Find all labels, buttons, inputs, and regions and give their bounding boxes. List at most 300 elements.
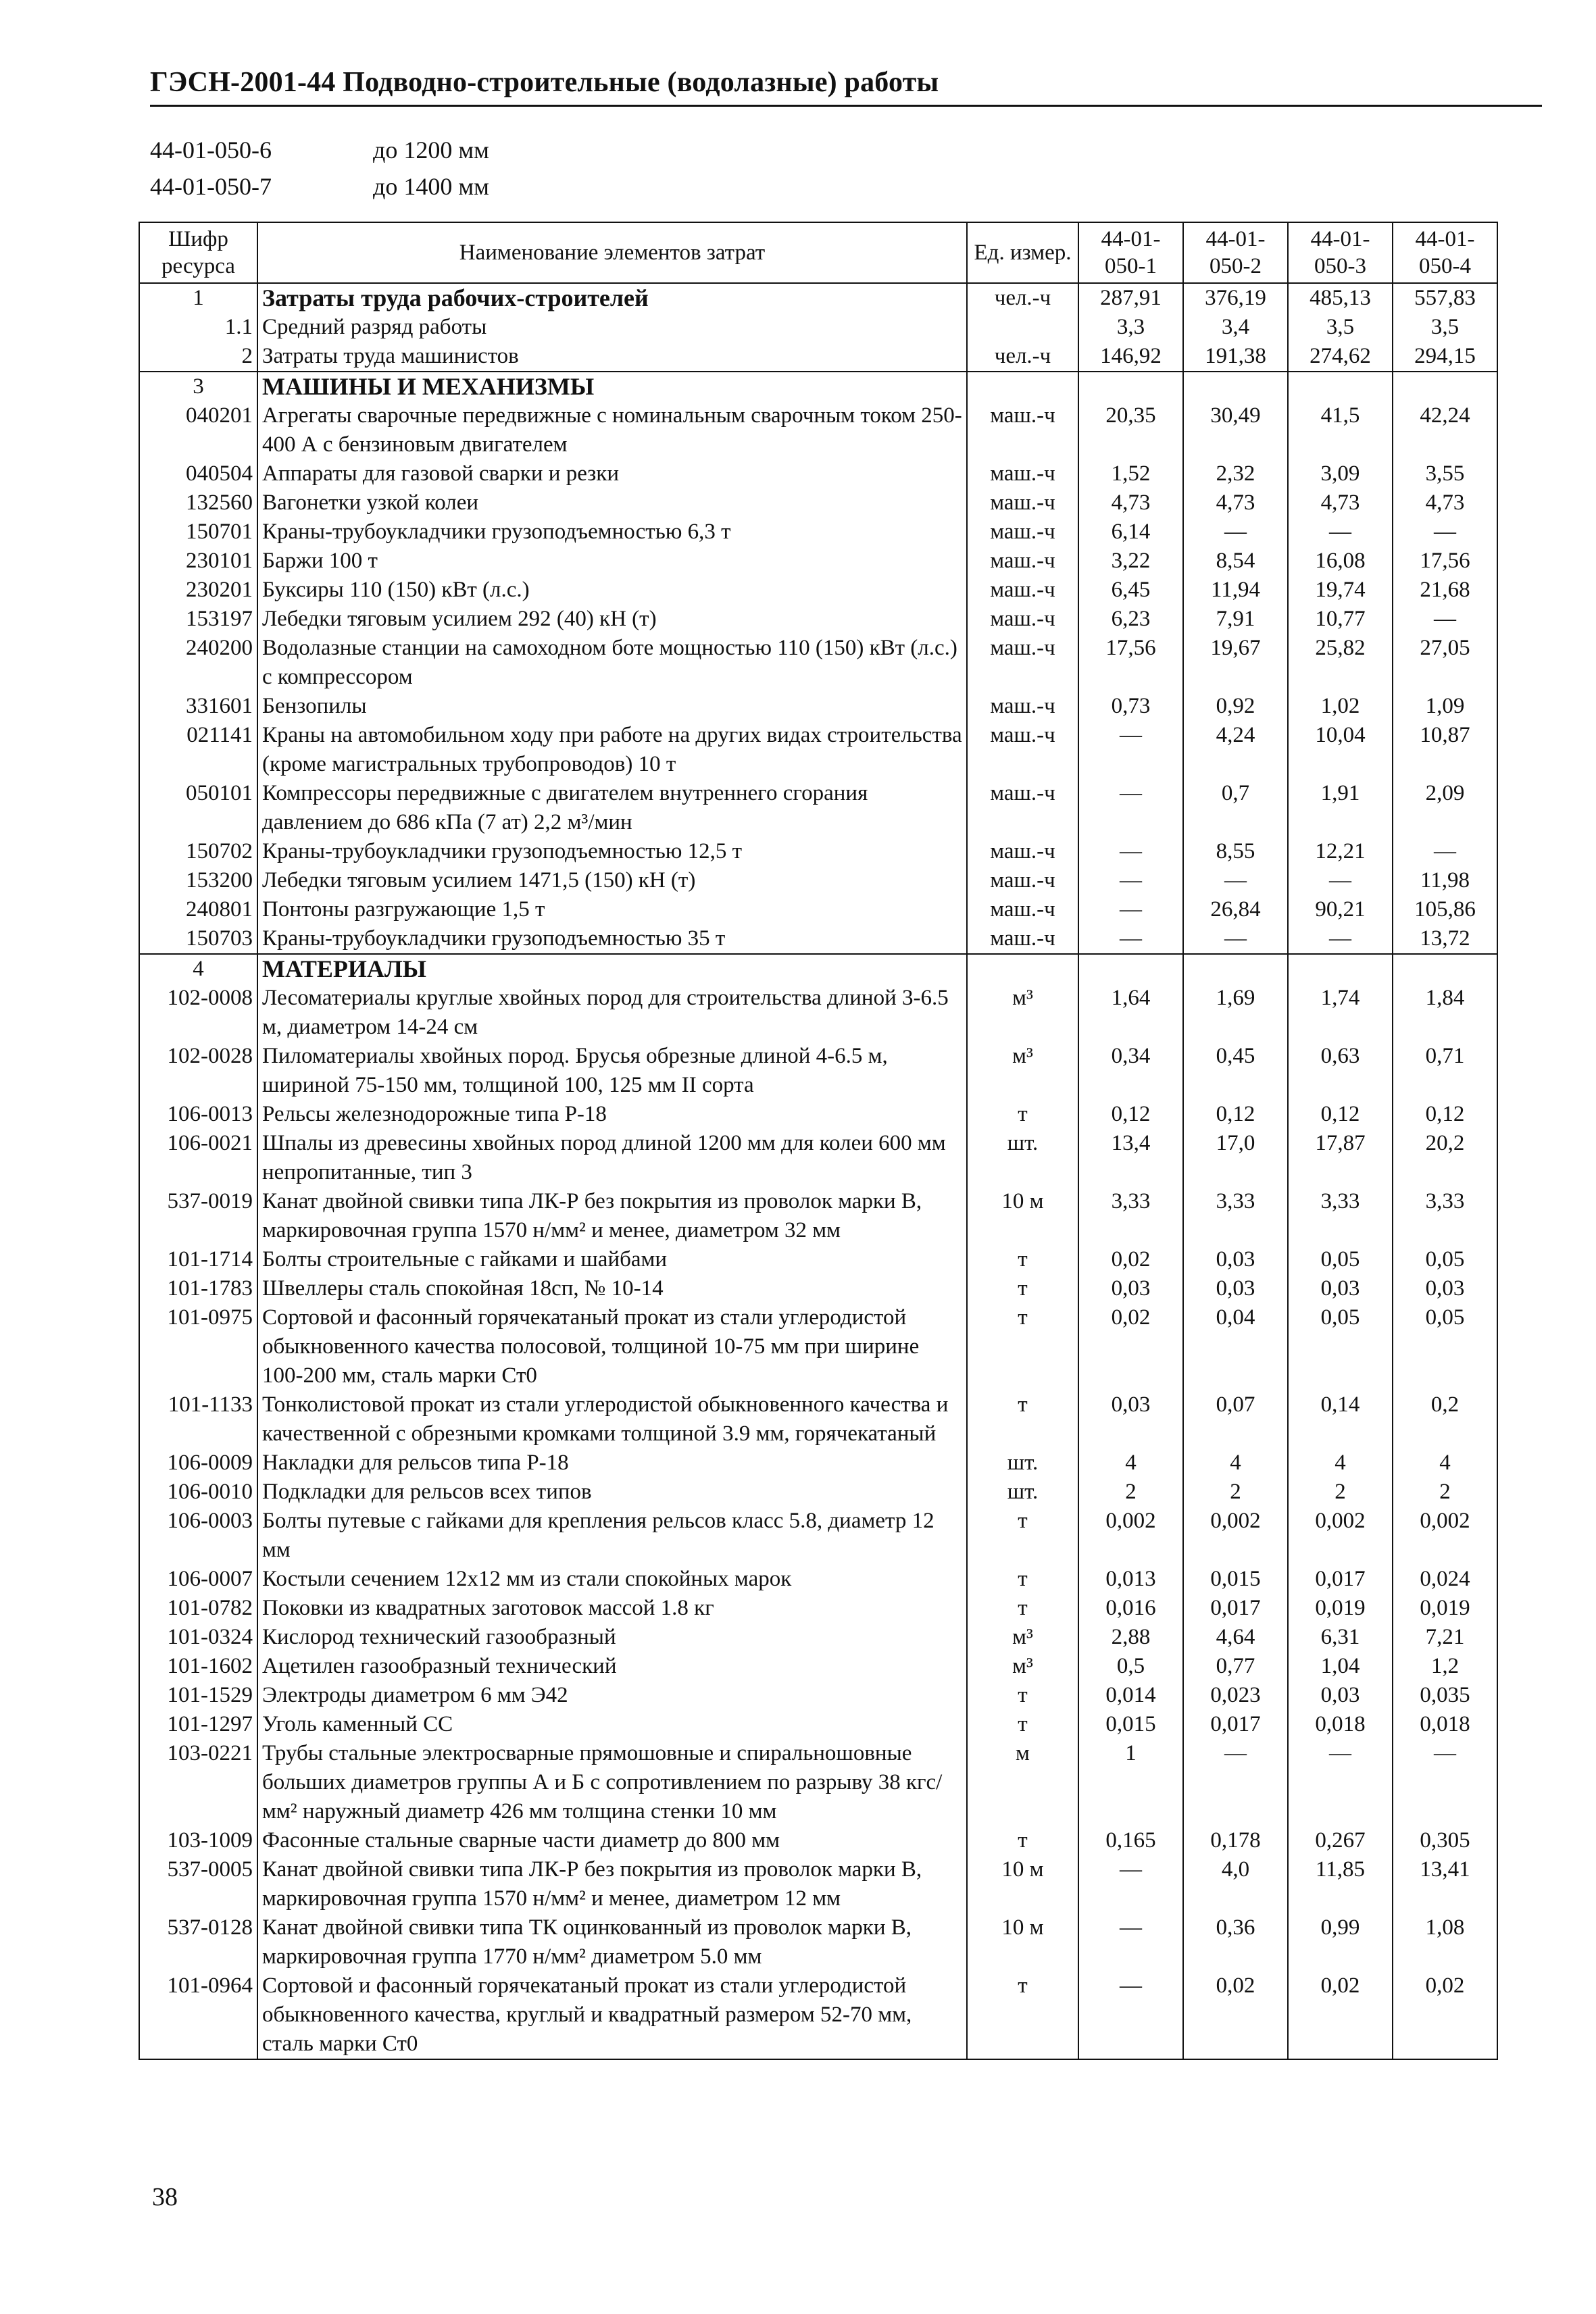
table-row	[139, 1100, 1497, 1129]
value-col-2: —	[1183, 866, 1288, 895]
value-col-3: 10,04	[1288, 721, 1393, 779]
resource-code: 101-1783	[139, 1274, 257, 1303]
table-row	[139, 1478, 1497, 1507]
value-col-3: 0,019	[1288, 1594, 1393, 1623]
value-col-3: 25,82	[1288, 634, 1393, 692]
value-col-1: 0,03	[1078, 1274, 1183, 1303]
header-unit: Ед. измер.	[967, 222, 1078, 283]
resource-name: Краны на автомобильном ходу при работе на других видах строительства (кроме магистральных трубопроводов) 10 т	[257, 721, 967, 779]
resource-unit: т	[967, 1565, 1078, 1594]
value-col-2: 0,017	[1183, 1710, 1288, 1739]
resource-unit: м³	[967, 1042, 1078, 1100]
value-col-1: 0,02	[1078, 1245, 1183, 1274]
value-col-2: 2	[1183, 1478, 1288, 1507]
table-row	[139, 984, 1497, 1042]
resource-unit: маш.-ч	[967, 692, 1078, 721]
value-col-1: 0,34	[1078, 1042, 1183, 1100]
table-row	[139, 1042, 1497, 1100]
resource-code: 101-0975	[139, 1303, 257, 1390]
value-col-4: 27,05	[1393, 634, 1497, 692]
table-row	[139, 1187, 1497, 1245]
value-col-3: 4,73	[1288, 488, 1393, 518]
value-col-2: 0,02	[1183, 1971, 1288, 2059]
resource-unit	[967, 313, 1078, 342]
value-col-3: 485,13	[1288, 283, 1393, 313]
value-col-2: 0,77	[1183, 1652, 1288, 1681]
resource-unit: м³	[967, 984, 1078, 1042]
value-col-2: 8,54	[1183, 547, 1288, 576]
table-row	[139, 488, 1497, 518]
resource-unit: т	[967, 1390, 1078, 1449]
resource-unit: т	[967, 1594, 1078, 1623]
value-col-3: 0,018	[1288, 1710, 1393, 1739]
table-row	[139, 1274, 1497, 1303]
value-col-4: 17,56	[1393, 547, 1497, 576]
table-row	[139, 895, 1497, 924]
value-col-1: 0,165	[1078, 1826, 1183, 1855]
resource-name: Сортовой и фасонный горячекатаный прокат из стали углеродистой обыкновенного качества полосовой, толщиной 10-75 мм при ширине 100-200 мм, сталь марки Ст0	[257, 1303, 967, 1390]
value-col-2: —	[1183, 924, 1288, 954]
resource-name: Средний разряд работы	[257, 313, 967, 342]
value-col-1: 0,015	[1078, 1710, 1183, 1739]
value-col-1: 2	[1078, 1478, 1183, 1507]
value-col-4: 42,24	[1393, 401, 1497, 459]
resource-unit: маш.-ч	[967, 634, 1078, 692]
resource-unit: маш.-ч	[967, 605, 1078, 634]
header-name: Наименование элементов затрат	[257, 222, 967, 283]
table-row	[139, 547, 1497, 576]
value-col-2: 2,32	[1183, 459, 1288, 488]
value-col-4: 0,018	[1393, 1710, 1497, 1739]
value-col-2: 0,04	[1183, 1303, 1288, 1390]
table-row	[139, 1739, 1497, 1826]
resource-name: Болты путевые с гайками для крепления рельсов класс 5.8, диаметр 12 мм	[257, 1507, 967, 1565]
table-row	[139, 605, 1497, 634]
value-col-1: 0,002	[1078, 1507, 1183, 1565]
resource-name: МАШИНЫ И МЕХАНИЗМЫ	[257, 372, 967, 401]
resource-name: Костыли сечением 12x12 мм из стали спокойных марок	[257, 1565, 967, 1594]
value-col-3: 11,85	[1288, 1855, 1393, 1913]
table-row	[139, 692, 1497, 721]
resource-code: 3	[139, 372, 257, 401]
resource-name: Болты строительные с гайками и шайбами	[257, 1245, 967, 1274]
value-col-4: 105,86	[1393, 895, 1497, 924]
value-col-3: 0,002	[1288, 1507, 1393, 1565]
resource-unit: т	[967, 1245, 1078, 1274]
resource-code: 106-0013	[139, 1100, 257, 1129]
table-row	[139, 518, 1497, 547]
table-row	[139, 1390, 1497, 1449]
resource-name: Швеллеры сталь спокойная 18сп, № 10-14	[257, 1274, 967, 1303]
value-col-1: 1,52	[1078, 459, 1183, 488]
value-col-3: 6,31	[1288, 1623, 1393, 1652]
value-col-4: 3,55	[1393, 459, 1497, 488]
value-col-3: 3,33	[1288, 1187, 1393, 1245]
resource-code: 101-0964	[139, 1971, 257, 2059]
subcode-desc: до 1200 мм	[373, 136, 489, 164]
header-col-3: 44-01-050-3	[1288, 222, 1393, 283]
value-col-3: —	[1288, 518, 1393, 547]
value-col-4	[1393, 372, 1497, 401]
resource-unit: т	[967, 1100, 1078, 1129]
value-col-2: 0,178	[1183, 1826, 1288, 1855]
value-col-4: 13,72	[1393, 924, 1497, 954]
table-header-row	[139, 222, 1497, 283]
resource-name: Кислород технический газообразный	[257, 1623, 967, 1652]
resource-name: Уголь каменный СС	[257, 1710, 967, 1739]
resource-code: 106-0010	[139, 1478, 257, 1507]
resource-code: 102-0028	[139, 1042, 257, 1100]
resource-code: 150703	[139, 924, 257, 954]
value-col-3: 2	[1288, 1478, 1393, 1507]
page-number: 38	[152, 2183, 178, 2211]
value-col-2: 7,91	[1183, 605, 1288, 634]
value-col-4: 1,09	[1393, 692, 1497, 721]
subcode-row	[150, 132, 489, 168]
table-row	[139, 1710, 1497, 1739]
resource-name: Фасонные стальные сварные части диаметр до 800 мм	[257, 1826, 967, 1855]
value-col-2: 0,023	[1183, 1681, 1288, 1710]
table-body	[139, 283, 1497, 2059]
resource-code: 240801	[139, 895, 257, 924]
resource-unit: т	[967, 1710, 1078, 1739]
value-col-4: 0,05	[1393, 1245, 1497, 1274]
value-col-2: —	[1183, 518, 1288, 547]
header-col-4: 44-01-050-4	[1393, 222, 1497, 283]
resource-unit: 10 м	[967, 1855, 1078, 1913]
header-code: Шифр ресурса	[139, 222, 257, 283]
resource-code: 1.1	[139, 313, 257, 342]
resource-unit: т	[967, 1274, 1078, 1303]
table-row	[139, 576, 1497, 605]
resource-name: Компрессоры передвижные с двигателем внутреннего сгорания давлением до 686 кПа (7 ат) 2,2 м³/мин	[257, 779, 967, 837]
value-col-1	[1078, 372, 1183, 401]
table-row	[139, 924, 1497, 954]
value-col-2: —	[1183, 1739, 1288, 1826]
resource-code: 106-0021	[139, 1129, 257, 1187]
value-col-4: 557,83	[1393, 283, 1497, 313]
resource-code: 230201	[139, 576, 257, 605]
value-col-3	[1288, 372, 1393, 401]
value-col-4: 3,33	[1393, 1187, 1497, 1245]
value-col-1: 0,016	[1078, 1594, 1183, 1623]
resource-name: Затраты труда машинистов	[257, 342, 967, 372]
resource-name: Рельсы железнодорожные типа Р-18	[257, 1100, 967, 1129]
value-col-1: 3,3	[1078, 313, 1183, 342]
table-row	[139, 1971, 1497, 2059]
value-col-2: 0,002	[1183, 1507, 1288, 1565]
resource-code: 103-1009	[139, 1826, 257, 1855]
value-col-4: 294,15	[1393, 342, 1497, 372]
resource-code: 4	[139, 954, 257, 984]
value-col-3: 17,87	[1288, 1129, 1393, 1187]
value-col-4: 0,035	[1393, 1681, 1497, 1710]
value-col-3: 19,74	[1288, 576, 1393, 605]
resource-code: 132560	[139, 488, 257, 518]
value-col-2: 4,0	[1183, 1855, 1288, 1913]
value-col-3	[1288, 954, 1393, 984]
table-row	[139, 1129, 1497, 1187]
value-col-2: 0,017	[1183, 1594, 1288, 1623]
resource-name: Бензопилы	[257, 692, 967, 721]
resource-unit	[967, 954, 1078, 984]
resource-code: 537-0019	[139, 1187, 257, 1245]
resource-name: МАТЕРИАЛЫ	[257, 954, 967, 984]
resource-code: 101-1714	[139, 1245, 257, 1274]
resource-name: Подкладки для рельсов всех типов	[257, 1478, 967, 1507]
value-col-1: 1	[1078, 1739, 1183, 1826]
value-col-2: 0,07	[1183, 1390, 1288, 1449]
value-col-1: 4,73	[1078, 488, 1183, 518]
value-col-3: 1,04	[1288, 1652, 1393, 1681]
table-row	[139, 1565, 1497, 1594]
resource-unit: маш.-ч	[967, 721, 1078, 779]
value-col-3: 0,05	[1288, 1303, 1393, 1390]
cost-table	[139, 222, 1498, 2060]
resource-unit: шт.	[967, 1478, 1078, 1507]
value-col-1: —	[1078, 1855, 1183, 1913]
value-col-2: 4,24	[1183, 721, 1288, 779]
value-col-3: 1,02	[1288, 692, 1393, 721]
table-row	[139, 837, 1497, 866]
resource-name: Вагонетки узкой колеи	[257, 488, 967, 518]
table-row	[139, 401, 1497, 459]
resource-unit: чел.-ч	[967, 283, 1078, 313]
value-col-1: 0,014	[1078, 1681, 1183, 1710]
value-col-1: 1,64	[1078, 984, 1183, 1042]
resource-unit: 10 м	[967, 1187, 1078, 1245]
value-col-4: 1,84	[1393, 984, 1497, 1042]
resource-unit: маш.-ч	[967, 924, 1078, 954]
value-col-1: 3,33	[1078, 1187, 1183, 1245]
value-col-4: 21,68	[1393, 576, 1497, 605]
value-col-3: 10,77	[1288, 605, 1393, 634]
resource-name: Поковки из квадратных заготовок массой 1.8 кг	[257, 1594, 967, 1623]
resource-unit: маш.-ч	[967, 895, 1078, 924]
value-col-1: —	[1078, 895, 1183, 924]
value-col-1: —	[1078, 866, 1183, 895]
resource-code: 102-0008	[139, 984, 257, 1042]
resource-unit: т	[967, 1681, 1078, 1710]
resource-name: Водолазные станции на самоходном боте мощностью 110 (150) кВт (л.с.) с компрессором	[257, 634, 967, 692]
value-col-1: 0,013	[1078, 1565, 1183, 1594]
value-col-3: 0,14	[1288, 1390, 1393, 1449]
resource-name: Канат двойной свивки типа ЛК-Р без покрытия из проволок марки В, маркировочная группа 1570 н/мм² и менее, диаметром 32 мм	[257, 1187, 967, 1245]
table-row	[139, 313, 1497, 342]
value-col-4: —	[1393, 518, 1497, 547]
resource-unit: маш.-ч	[967, 547, 1078, 576]
resource-name: Сортовой и фасонный горячекатаный прокат из стали углеродистой обыкновенного качества, круглый и квадратный размером 52-70 мм, сталь марки Ст0	[257, 1971, 967, 2059]
value-col-4: 4,73	[1393, 488, 1497, 518]
value-col-4: 10,87	[1393, 721, 1497, 779]
resource-code: 331601	[139, 692, 257, 721]
value-col-1: —	[1078, 924, 1183, 954]
value-col-4: 0,02	[1393, 1971, 1497, 2059]
value-col-4: 0,03	[1393, 1274, 1497, 1303]
value-col-3: 3,09	[1288, 459, 1393, 488]
resource-unit: маш.-ч	[967, 518, 1078, 547]
resource-name: Аппараты для газовой сварки и резки	[257, 459, 967, 488]
value-col-4: 0,12	[1393, 1100, 1497, 1129]
resource-unit: шт.	[967, 1129, 1078, 1187]
value-col-2: 3,4	[1183, 313, 1288, 342]
value-col-1: —	[1078, 1971, 1183, 2059]
value-col-4: 3,5	[1393, 313, 1497, 342]
subcode-desc: до 1400 мм	[373, 173, 489, 200]
value-col-4: 0,2	[1393, 1390, 1497, 1449]
table-row	[139, 1594, 1497, 1623]
value-col-4: 0,305	[1393, 1826, 1497, 1855]
resource-name: Понтоны разгружающие 1,5 т	[257, 895, 967, 924]
header-divider	[150, 105, 1542, 107]
resource-name: Лесоматериалы круглые хвойных пород для строительства длиной 3-6.5 м, диаметром 14-24 см	[257, 984, 967, 1042]
resource-unit: 10 м	[967, 1913, 1078, 1971]
value-col-1: 20,35	[1078, 401, 1183, 459]
resource-code: 240200	[139, 634, 257, 692]
resource-code: 040201	[139, 401, 257, 459]
value-col-1: —	[1078, 779, 1183, 837]
resource-code: 153200	[139, 866, 257, 895]
table-row	[139, 459, 1497, 488]
resource-unit: маш.-ч	[967, 576, 1078, 605]
resource-code: 101-1602	[139, 1652, 257, 1681]
header-col-2: 44-01-050-2	[1183, 222, 1288, 283]
table-row	[139, 1449, 1497, 1478]
value-col-4: —	[1393, 1739, 1497, 1826]
value-col-1: 287,91	[1078, 283, 1183, 313]
table-row	[139, 1303, 1497, 1390]
value-col-3: 41,5	[1288, 401, 1393, 459]
value-col-4: 2,09	[1393, 779, 1497, 837]
resource-code: 103-0221	[139, 1739, 257, 1826]
table-row	[139, 634, 1497, 692]
resource-code: 021141	[139, 721, 257, 779]
resource-unit: т	[967, 1507, 1078, 1565]
resource-name: Краны-трубоукладчики грузоподъемностью 35 т	[257, 924, 967, 954]
table-row	[139, 1623, 1497, 1652]
resource-name: Накладки для рельсов типа Р-18	[257, 1449, 967, 1478]
resource-code: 2	[139, 342, 257, 372]
resource-unit: т	[967, 1971, 1078, 2059]
value-col-3: 0,12	[1288, 1100, 1393, 1129]
value-col-2	[1183, 372, 1288, 401]
resource-unit: маш.-ч	[967, 401, 1078, 459]
value-col-2: 0,45	[1183, 1042, 1288, 1100]
value-col-2: 26,84	[1183, 895, 1288, 924]
table-row	[139, 954, 1497, 984]
value-col-1: —	[1078, 721, 1183, 779]
value-col-2: 4,64	[1183, 1623, 1288, 1652]
value-col-2: 376,19	[1183, 283, 1288, 313]
value-col-3: 0,03	[1288, 1274, 1393, 1303]
resource-code: 101-0782	[139, 1594, 257, 1623]
resource-unit	[967, 372, 1078, 401]
value-col-2: 30,49	[1183, 401, 1288, 459]
resource-name: Краны-трубоукладчики грузоподъемностью 12,5 т	[257, 837, 967, 866]
value-col-2: 0,12	[1183, 1100, 1288, 1129]
resource-code: 537-0005	[139, 1855, 257, 1913]
resource-unit: маш.-ч	[967, 459, 1078, 488]
value-col-4: 7,21	[1393, 1623, 1497, 1652]
value-col-3: 0,017	[1288, 1565, 1393, 1594]
table-row	[139, 1507, 1497, 1565]
value-col-1: 13,4	[1078, 1129, 1183, 1187]
value-col-3: 0,99	[1288, 1913, 1393, 1971]
value-col-3: 1,91	[1288, 779, 1393, 837]
value-col-2: 0,92	[1183, 692, 1288, 721]
resource-code: 040504	[139, 459, 257, 488]
resource-unit: маш.-ч	[967, 837, 1078, 866]
value-col-1: —	[1078, 1913, 1183, 1971]
value-col-4: —	[1393, 837, 1497, 866]
resource-name: Лебедки тяговым усилием 1471,5 (150) кН (т)	[257, 866, 967, 895]
resource-code: 1	[139, 283, 257, 313]
value-col-3: 274,62	[1288, 342, 1393, 372]
value-col-4: 0,05	[1393, 1303, 1497, 1390]
value-col-4: 0,019	[1393, 1594, 1497, 1623]
value-col-3: —	[1288, 866, 1393, 895]
value-col-2: 0,36	[1183, 1913, 1288, 1971]
value-col-3: 1,74	[1288, 984, 1393, 1042]
value-col-4: 0,002	[1393, 1507, 1497, 1565]
resource-name: Тонколистовой прокат из стали углеродистой обыкновенного качества и качественной с обрезными кромками толщиной 3.9 мм, горячекатаный	[257, 1390, 967, 1449]
value-col-1: —	[1078, 837, 1183, 866]
resource-code: 101-1133	[139, 1390, 257, 1449]
page-header-title: ГЭСН-2001-44 Подводно-строительные (водолазные) работы	[150, 67, 939, 98]
subcode-list	[150, 132, 489, 205]
resource-name: Электроды диаметром 6 мм Э42	[257, 1681, 967, 1710]
resource-code: 106-0009	[139, 1449, 257, 1478]
value-col-2	[1183, 954, 1288, 984]
value-col-1: 3,22	[1078, 547, 1183, 576]
value-col-4: 4	[1393, 1449, 1497, 1478]
resource-unit: чел.-ч	[967, 342, 1078, 372]
value-col-4: 13,41	[1393, 1855, 1497, 1913]
value-col-1	[1078, 954, 1183, 984]
value-col-4: 2	[1393, 1478, 1497, 1507]
resource-code: 150701	[139, 518, 257, 547]
table-row	[139, 866, 1497, 895]
resource-name: Лебедки тяговым усилием 292 (40) кН (т)	[257, 605, 967, 634]
value-col-3: 0,03	[1288, 1681, 1393, 1710]
value-col-1: 0,73	[1078, 692, 1183, 721]
value-col-4: 0,024	[1393, 1565, 1497, 1594]
value-col-1: 6,14	[1078, 518, 1183, 547]
value-col-3: 0,267	[1288, 1826, 1393, 1855]
resource-code: 050101	[139, 779, 257, 837]
value-col-1: 6,45	[1078, 576, 1183, 605]
value-col-1: 17,56	[1078, 634, 1183, 692]
resource-name: Канат двойной свивки типа ТК оцинкованный из проволок марки В, маркировочная группа 1770 н/мм² диаметром 5.0 мм	[257, 1913, 967, 1971]
value-col-3: 3,5	[1288, 313, 1393, 342]
resource-code: 101-0324	[139, 1623, 257, 1652]
resource-unit: маш.-ч	[967, 488, 1078, 518]
resource-name: Буксиры 110 (150) кВт (л.с.)	[257, 576, 967, 605]
resource-code: 537-0128	[139, 1913, 257, 1971]
table-row	[139, 1652, 1497, 1681]
subcode-row	[150, 168, 489, 205]
value-col-3: 0,02	[1288, 1971, 1393, 2059]
table-row	[139, 1826, 1497, 1855]
value-col-2: 0,03	[1183, 1274, 1288, 1303]
value-col-4	[1393, 954, 1497, 984]
header-col-1: 44-01-050-1	[1078, 222, 1183, 283]
table-row	[139, 779, 1497, 837]
resource-name: Агрегаты сварочные передвижные с номинальным сварочным током 250-400 А с бензиновым двигателем	[257, 401, 967, 459]
value-col-3: 90,21	[1288, 895, 1393, 924]
value-col-2: 4,73	[1183, 488, 1288, 518]
value-col-2: 191,38	[1183, 342, 1288, 372]
